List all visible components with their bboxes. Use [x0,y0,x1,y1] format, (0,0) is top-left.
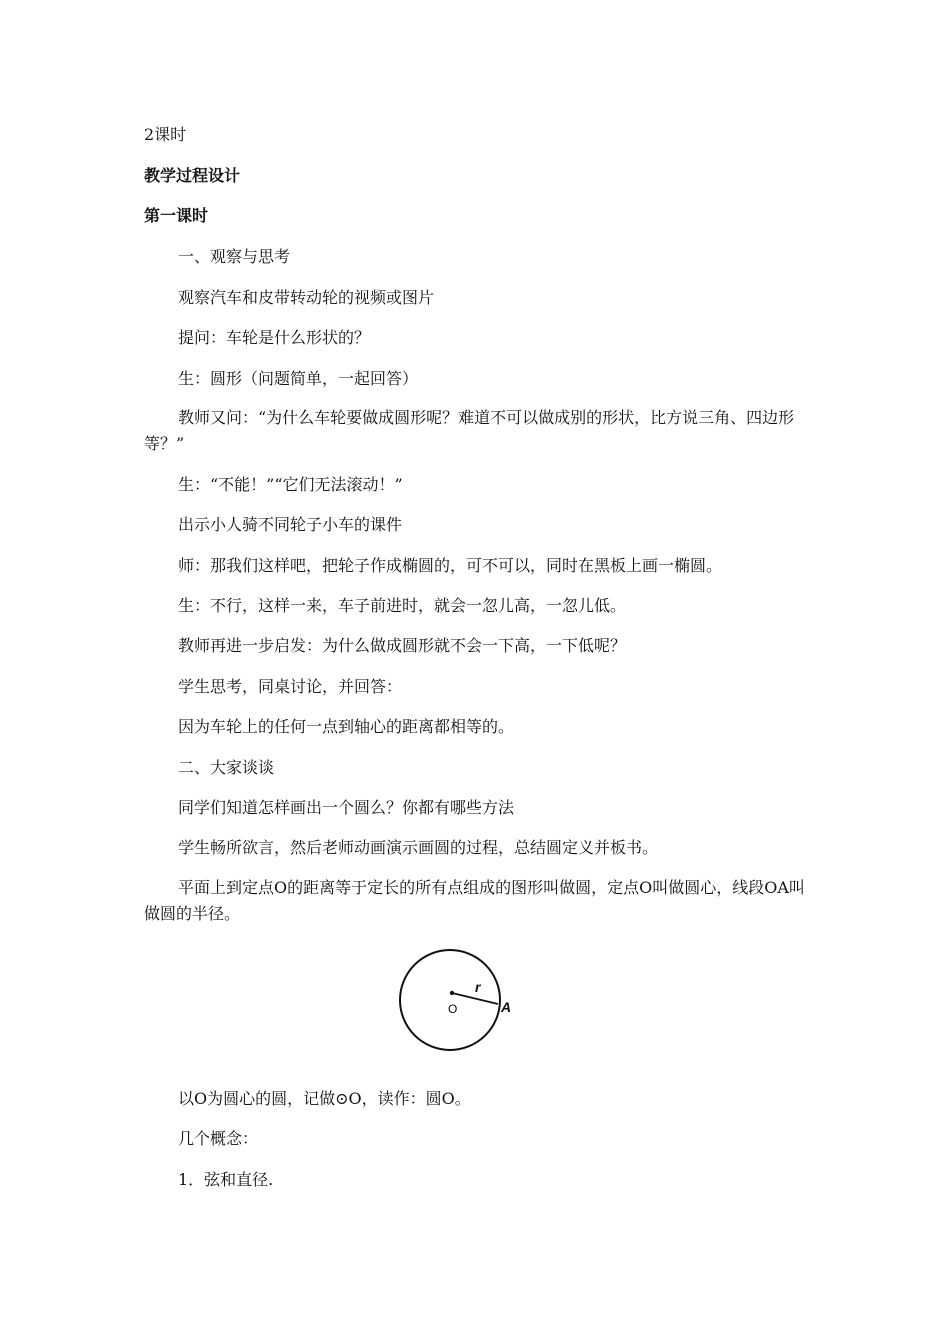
paragraph: 一、观察与思考 [178,247,291,266]
paragraph: 生：“不能！”“它们无法滚动！” [178,475,403,494]
paragraph: 以O为圆心的圆，记做⊙O，读作：圆O。 [178,1089,471,1108]
paragraph: 学生畅所欲言，然后老师动画演示画圆的过程，总结圆定义并板书。 [178,838,659,857]
circle-diagram-svg [384,944,534,1062]
paragraph: 生：圆形（问题简单，一起回答） [178,369,419,388]
radius-label: r [475,979,481,995]
point-label: A [501,999,512,1015]
paragraph: 二、大家谈谈 [178,758,275,777]
paragraph: 师：那我们这样吧，把轮子作成椭圆的，可不可以，同时在黑板上画一椭圆。 [178,556,723,575]
paragraph: 教师又问：“为什么车轮要做成圆形呢？难道不可以做成别的形状，比方说三角、四边形等？” [144,408,795,453]
paragraph: 几个概念： [178,1129,259,1148]
paragraph: 出示小人骑不同轮子小车的课件 [178,515,403,534]
paragraph: 教师再进一步启发：为什么做成圆形就不会一下高，一下低呢？ [178,636,627,655]
paragraph: 观察汽车和皮带转动轮的视频或图片 [178,288,435,307]
paragraph: 提问：车轮是什么形状的？ [178,328,371,347]
paragraph: 生：不行，这样一来，车子前进时，就会一忽儿高，一忽儿低。 [178,596,627,615]
circle-definition-paragraph: 平面上到定点O的距离等于定长的所有点组成的图形叫做圆，定点O叫做圆心，线段OA叫做圆的半径。 [144,878,805,923]
paragraph: 学生思考，同桌讨论，并回答： [178,677,403,696]
center-label: O [448,1002,458,1016]
paragraph: 因为车轮上的任何一点到轴心的距离都相等的。 [178,717,515,736]
circle-diagram [384,944,534,1062]
section-heading-design: 教学过程设计 [144,166,241,185]
lesson-hours: 2课时 [144,125,187,144]
paragraph: 同学们知道怎样画出一个圆么？你都有哪些方法 [178,798,515,817]
section-heading-first-lesson: 第一课时 [144,206,209,225]
list-item: 1．弦和直径. [178,1170,274,1189]
